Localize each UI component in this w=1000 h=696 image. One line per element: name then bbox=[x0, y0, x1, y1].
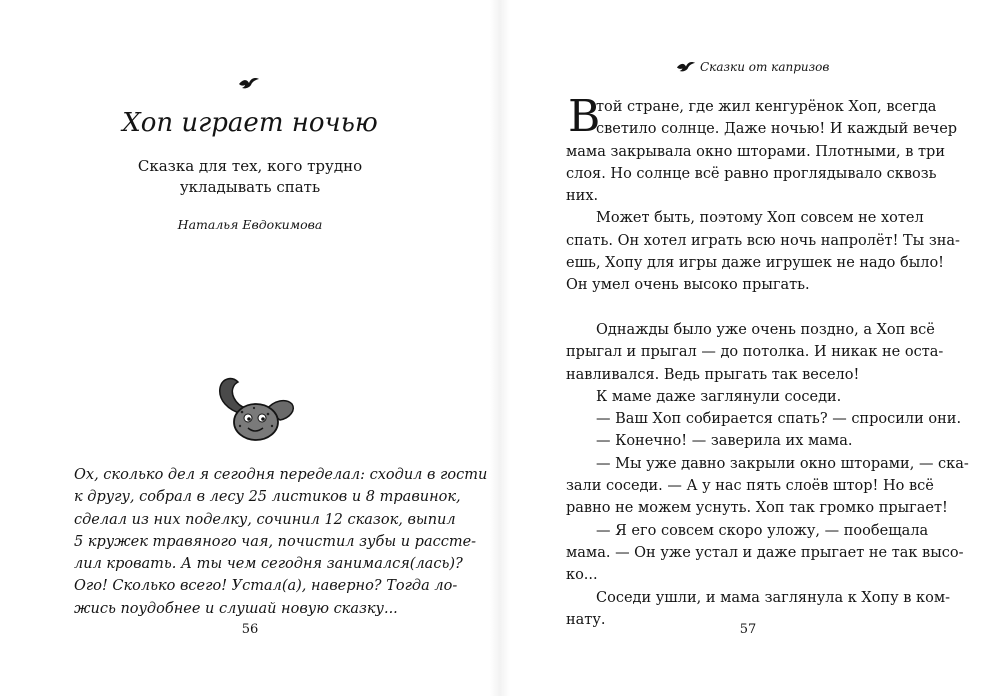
text-line: Ого! Сколько всего! Устал(а), наверно? Тогда ло- bbox=[74, 578, 458, 595]
text-line: нату. bbox=[566, 611, 606, 628]
text-line: прыгал и прыгал — до потолка. И никак не оста- bbox=[566, 344, 944, 361]
paragraph-gap bbox=[566, 297, 934, 319]
text-line: К маме даже заглянули соседи. bbox=[596, 388, 842, 405]
text-line: навливался. Ведь прыгать так весело! bbox=[566, 366, 860, 383]
kangaroo-hop-icon bbox=[212, 374, 302, 444]
text-line: 5 кружек травяного чая, почистил зубы и рассте- bbox=[74, 533, 477, 550]
text-line: — Я его совсем скоро уложу, — пообещала bbox=[596, 522, 929, 539]
text-line: них. bbox=[566, 188, 599, 205]
first-paragraph bbox=[566, 91, 958, 207]
text-line: зали соседи. — А у нас пять слоёв штор! Но всё bbox=[566, 478, 934, 495]
text-line: жись поудобнее и слушай новую сказку... bbox=[74, 600, 398, 617]
text-line: той стране, где жил кенгурёнок Хоп, всегда bbox=[596, 99, 937, 115]
text-line: мама закрывала окно шторами. Плотными, в три bbox=[566, 143, 945, 160]
story-text bbox=[566, 91, 969, 631]
text-line: ешь, Хопу для игры даже игрушек не надо было! bbox=[566, 255, 944, 272]
chapter-author: Наталья Евдокимова bbox=[177, 217, 323, 232]
bird-icon bbox=[238, 76, 260, 90]
text-line: — Ваш Хоп собирается спать? — спросили они. bbox=[596, 411, 962, 428]
text-line: мама. — Он уже устал и даже прыгает не так высо- bbox=[566, 544, 964, 561]
text-line: светило солнце. Даже ночью! И каждый вечер bbox=[596, 121, 958, 138]
intro-paragraph bbox=[74, 464, 488, 620]
text-line: равно не можем уснуть. Хоп так громко прыгает! bbox=[566, 500, 948, 517]
page-number: 57 bbox=[739, 622, 757, 637]
text-line: слоя. Но солнце всё равно проглядывало сквозь bbox=[566, 165, 937, 182]
text-line: Соседи ушли, и мама заглянула к Хопу в ком- bbox=[596, 589, 951, 606]
page-number: 56 bbox=[241, 622, 259, 637]
subtitle-line: укладывать спать bbox=[179, 178, 321, 196]
chapter-title: Хоп играет ночью bbox=[122, 108, 378, 138]
text-line: — Мы уже давно закрыли окно шторами, — ска- bbox=[596, 455, 969, 472]
text-line: — Конечно! — заверила их мама. bbox=[596, 433, 853, 450]
text-line: к другу, собрал в лесу 25 листиков и 8 травинок, bbox=[74, 489, 461, 506]
chapter-subtitle bbox=[60, 156, 440, 198]
text-line: лил кровать. А ты чем сегодня занимался(лась)? bbox=[74, 556, 463, 573]
text-line: ко... bbox=[566, 567, 598, 584]
running-head: Сказки от капризов bbox=[700, 60, 830, 74]
text-line: Может быть, поэтому Хоп совсем не хотел bbox=[596, 210, 924, 227]
subtitle-line: Сказка для тех, кого трудно bbox=[137, 157, 363, 175]
drop-cap: В bbox=[568, 91, 601, 142]
text-line: Он умел очень высоко прыгать. bbox=[566, 277, 810, 294]
text-line: сделал из них поделку, сочинил 12 сказок, выпил bbox=[74, 511, 456, 528]
text-line: Ох, сколько дел я сегодня переделал: сходил в гости bbox=[74, 467, 488, 483]
bird-icon bbox=[676, 60, 696, 73]
text-line: Однажды было уже очень поздно, а Хоп всё bbox=[596, 321, 935, 338]
text-line: спать. Он хотел играть всю ночь напролёт! Ты зна- bbox=[566, 232, 960, 249]
